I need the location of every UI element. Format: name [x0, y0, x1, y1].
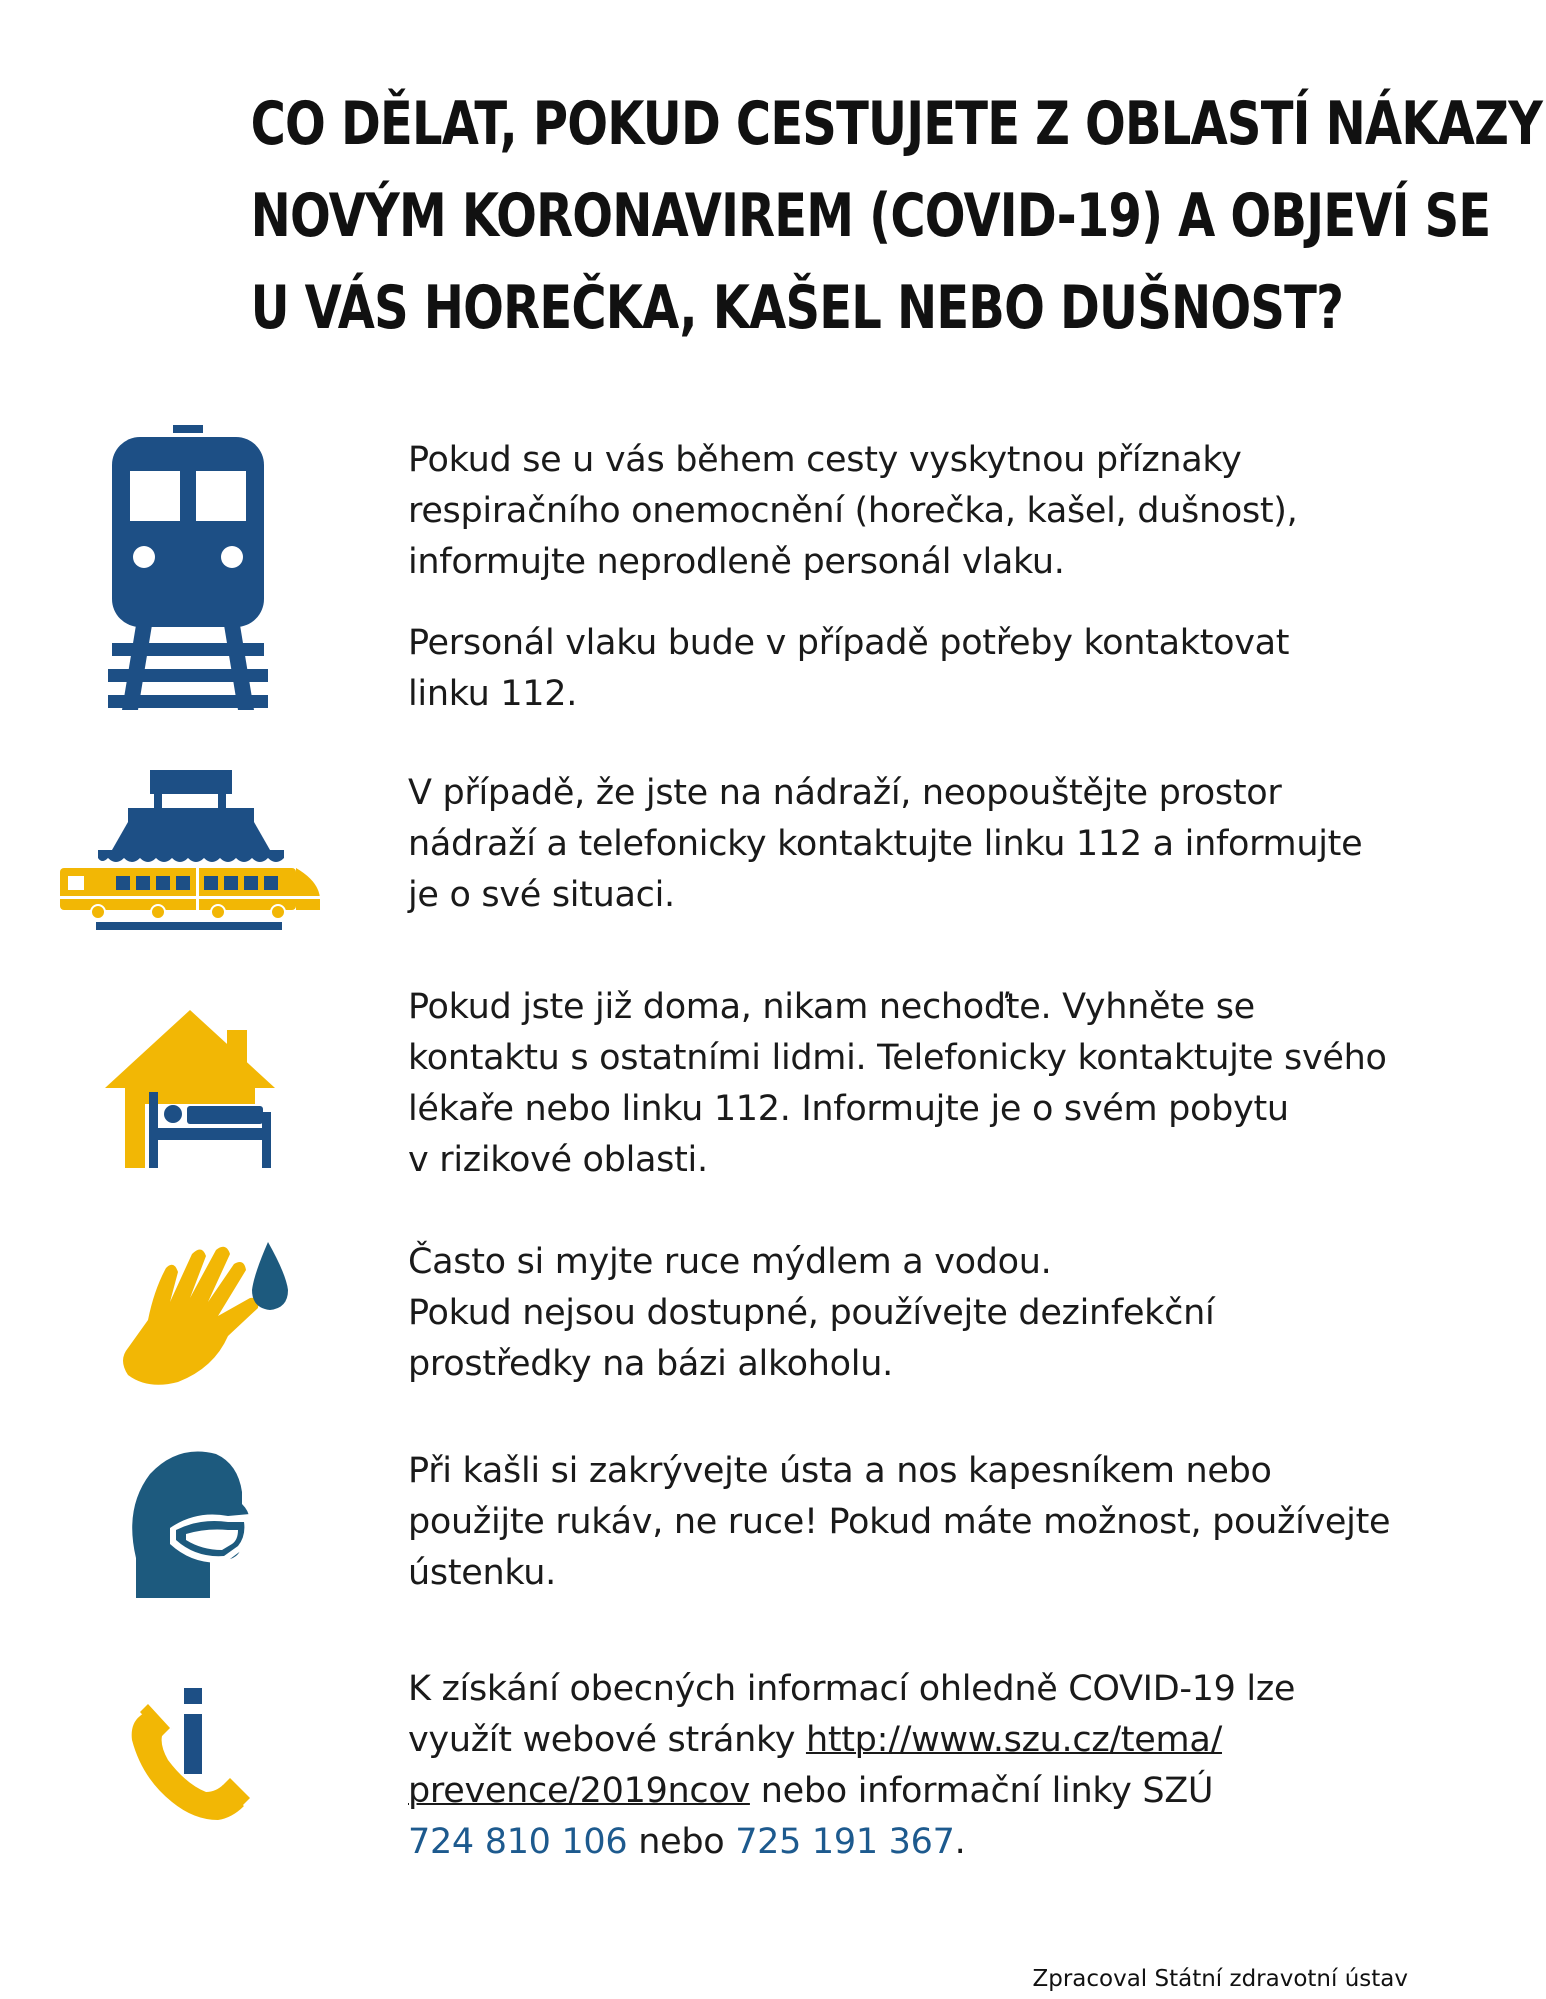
train-line-3: informujte neprodleně personál vlaku. [408, 542, 1065, 582]
home-bed-icon [105, 1008, 275, 1168]
info-line-1: K získání obecných informací ohledně COVID-19 lze [408, 1669, 1296, 1709]
hands-line-3: prostředky na bázi alkoholu. [408, 1344, 893, 1384]
phone-joiner: nebo [627, 1822, 736, 1862]
train-text [408, 435, 1468, 720]
title-line-1: CO DĚLAT, POKUD CESTUJETE Z OBLASTÍ NÁKAZY [250, 89, 1543, 159]
footer-credit: Zpracoval Státní zdravotní ústav [1032, 1966, 1408, 1992]
mask-text [408, 1446, 1468, 1599]
home-line-2: kontaktu s ostatními lidmi. Telefonicky kontaktujte svého [408, 1038, 1387, 1078]
page-title [250, 78, 1543, 354]
phone-number-2[interactable]: 725 191 367 [735, 1822, 955, 1862]
info-end: . [954, 1822, 966, 1862]
hands-text [408, 1237, 1468, 1390]
station-text [408, 768, 1468, 921]
home-line-4: v rizikové oblasti. [408, 1140, 708, 1180]
hands-line-2: Pokud nejsou dostupné, používejte dezinfekční [408, 1293, 1215, 1333]
home-line-3: lékaře nebo linku 112. Informujte je o svém pobytu [408, 1089, 1289, 1129]
info-line-3-suffix: nebo informační linky SZÚ [749, 1771, 1214, 1811]
phone-number-1[interactable]: 724 810 106 [408, 1822, 628, 1862]
szu-link-part-1[interactable]: http://www.szu.cz/tema/ [805, 1720, 1222, 1760]
info-line-4 [408, 1817, 1468, 1868]
hands-line-1: Často si myjte ruce mýdlem a vodou. [408, 1242, 1052, 1282]
info-line-2-prefix: využít webové stránky [408, 1720, 806, 1760]
mask-line-1: Při kašli si zakrývejte ústa a nos kapesníkem nebo [408, 1451, 1272, 1491]
title-line-2: NOVÝM KORONAVIREM (COVID-19) A OBJEVÍ SE [250, 181, 1491, 251]
mask-line-3: ústenku. [408, 1553, 556, 1593]
szu-link-part-2[interactable]: prevence/2019ncov [408, 1771, 750, 1811]
home-text [408, 982, 1468, 1186]
mask-icon [130, 1448, 255, 1598]
hand-wash-icon [118, 1240, 298, 1390]
info-phone-icon [128, 1688, 253, 1823]
train-icon [108, 425, 268, 710]
train-line-5: linku 112. [408, 674, 578, 714]
train-line-4: Personál vlaku bude v případě potřeby kontaktovat [408, 623, 1290, 663]
station-line-2: nádraží a telefonicky kontaktujte linku 112 a informujte [408, 824, 1363, 864]
train-line-1: Pokud se u vás během cesty vyskytnou příznaky [408, 440, 1242, 480]
train-line-2: respiračního onemocnění (horečka, kašel, dušnost), [408, 491, 1298, 531]
station-icon [58, 770, 323, 930]
info-line-3 [408, 1766, 1468, 1817]
home-line-1: Pokud jste již doma, nikam nechoďte. Vyhněte se [408, 987, 1255, 1027]
station-line-3: je o své situaci. [408, 875, 675, 915]
info-line-2 [408, 1715, 1468, 1766]
mask-line-2: použijte rukáv, ne ruce! Pokud máte možnost, používejte [408, 1502, 1391, 1542]
station-line-1: V případě, že jste na nádraží, neopouštějte prostor [408, 773, 1282, 813]
info-text [408, 1664, 1468, 1868]
title-line-3: U VÁS HOREČKA, KAŠEL NEBO DUŠNOST? [250, 273, 1344, 343]
